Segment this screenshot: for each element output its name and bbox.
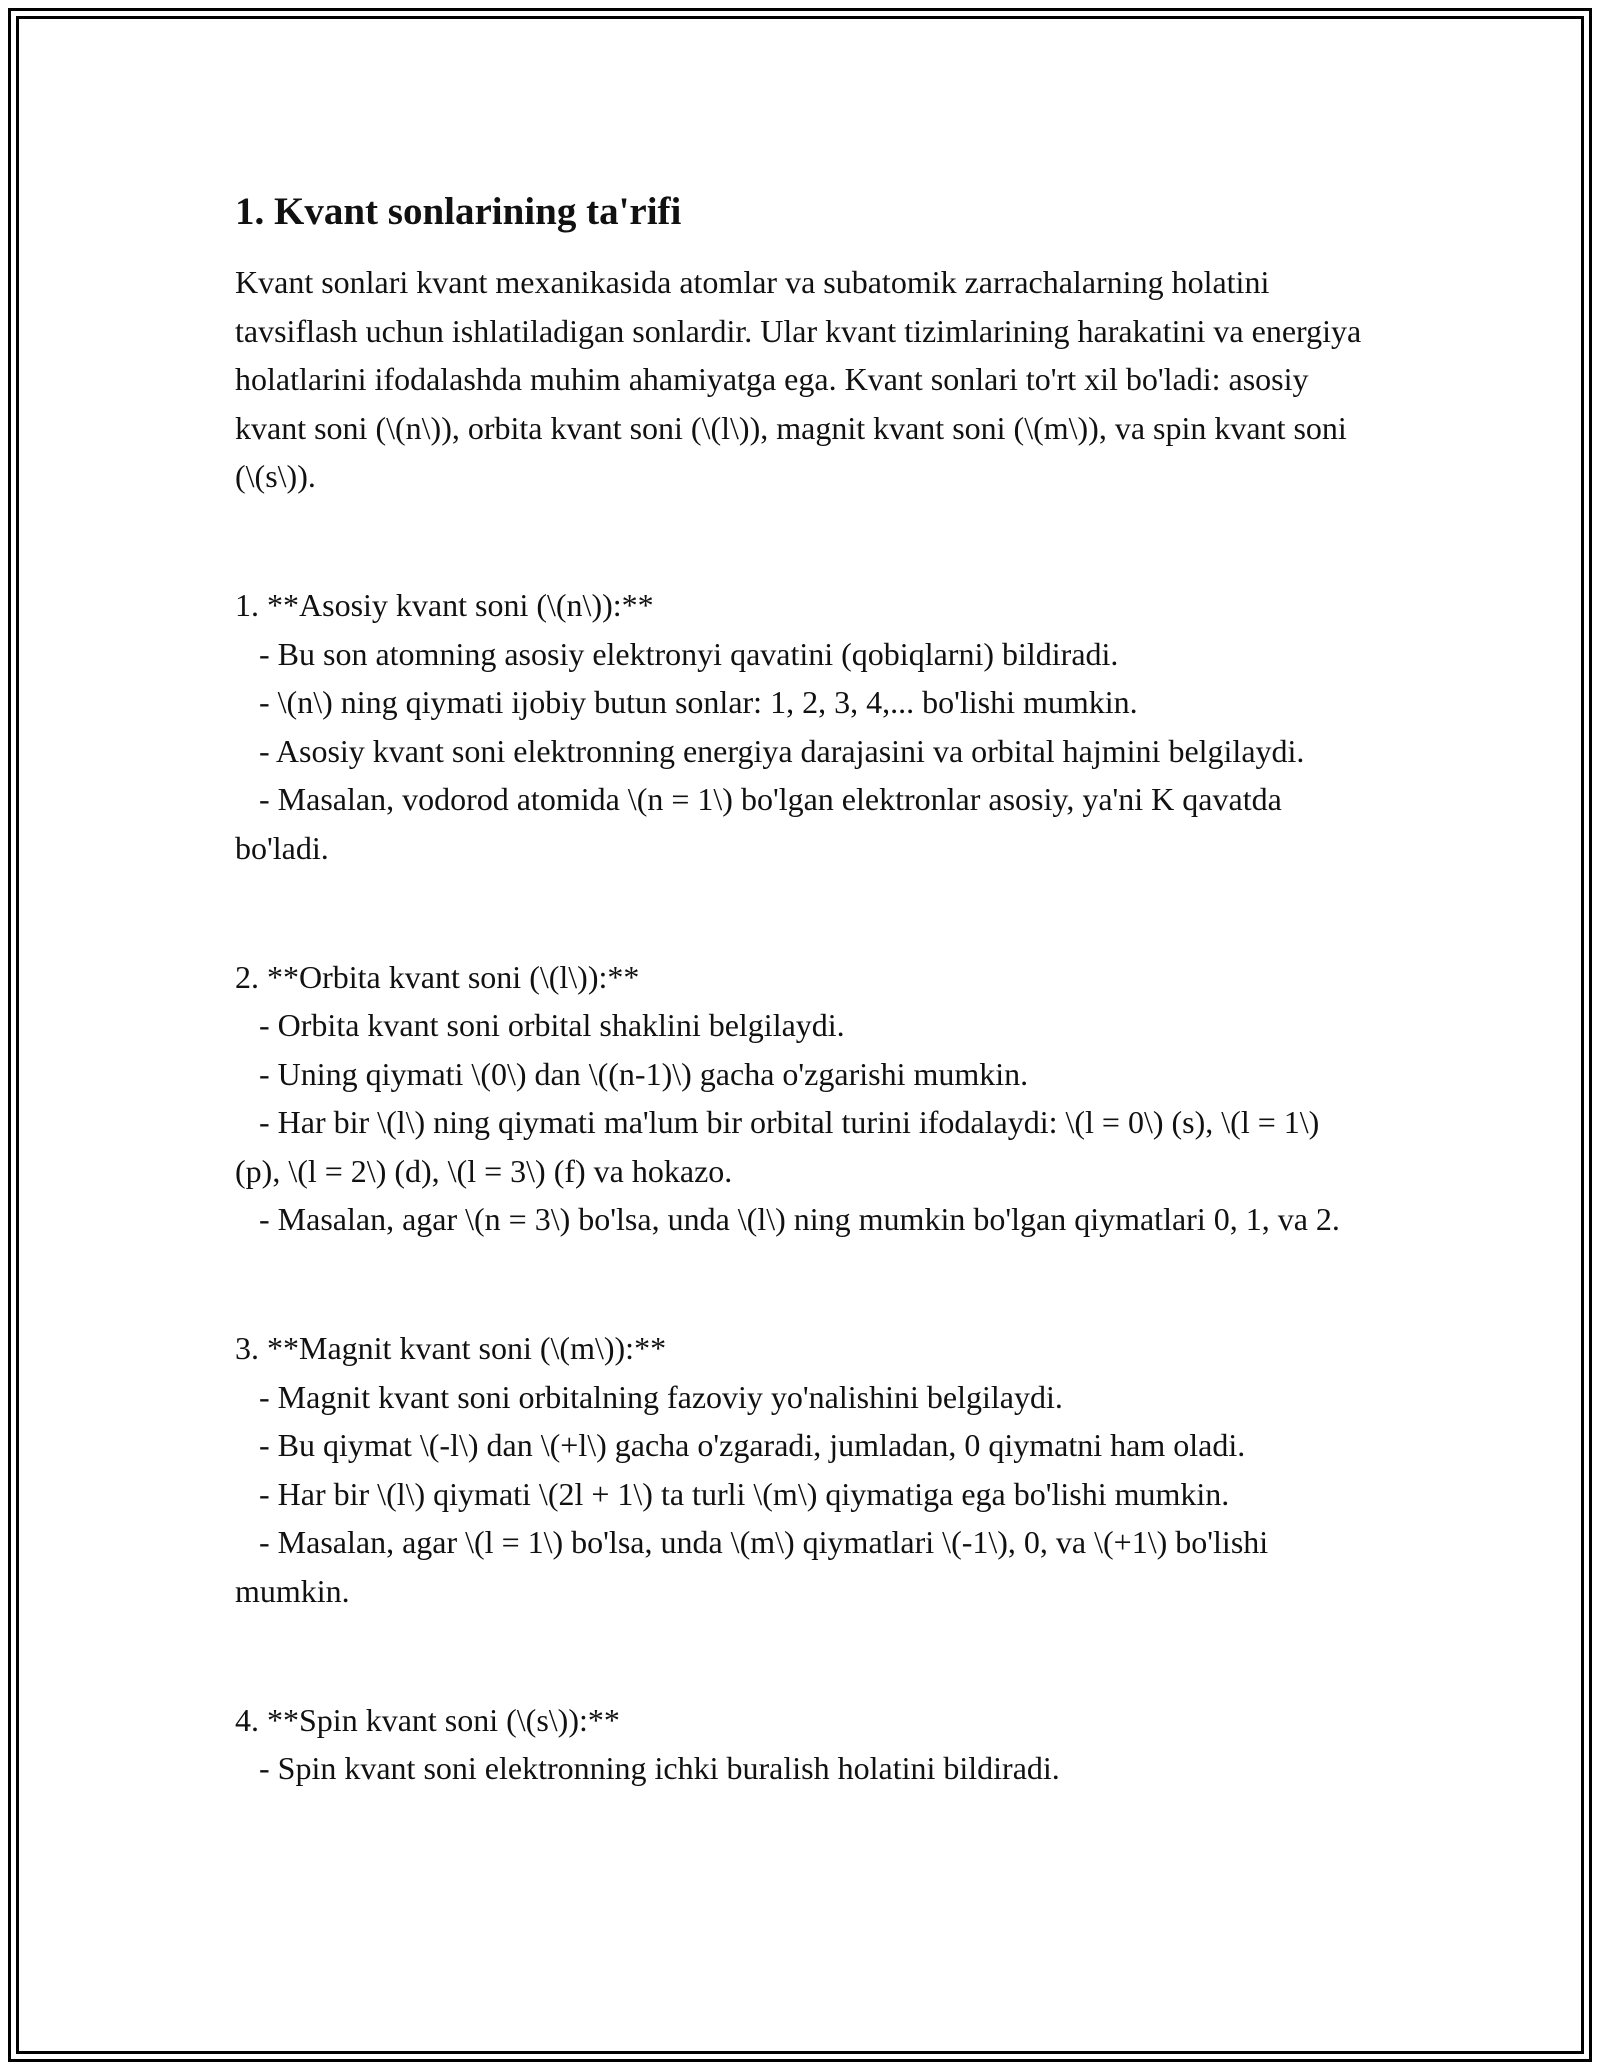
- blank-line: [235, 517, 1365, 566]
- text-paragraph: - Bu son atomning asosiy elektronyi qavatini (qobiqlarni) bildiradi.: [235, 635, 1119, 672]
- paragraph-list: [235, 258, 1370, 1793]
- text-paragraph: 4. **Spin kvant soni (\(s\)):**: [235, 1701, 620, 1738]
- text-paragraph: - Spin kvant soni elektronning ichki buralish holatini bildiradi.: [235, 1750, 1060, 1786]
- text-paragraph: - Magnit kvant soni orbitalning fazoviy yo'nalishini belgilaydi.: [235, 1378, 1063, 1415]
- text-paragraph: - Masalan, agar \(n = 3\) bo'lsa, unda \(l\) ning mumkin bo'lgan qiymatlari 0, 1, va 2.: [235, 1201, 1340, 1237]
- text-paragraph: Kvant sonlari kvant mexanikasida atomlar va subatomik zarrachalarning holatini tavsiflash uchun ishlatiladigan sonlardir. Ular kvant tizimlarining harakatini va energiya holatlarini ifodalashda muhim ahamiyatga ega. Kvant sonlari to'rt xil bo'ladi: asosiy kvant soni (\(n\)), orbita kvant soni (\(l\)), magnit kvant soni (\(m\)), va spin kvant soni (\(s\)).: [235, 264, 1370, 494]
- section-heading: 1. Kvant sonlarining ta'rifi: [235, 190, 682, 233]
- text-paragraph: - \(n\) ning qiymati ijobiy butun sonlar: 1, 2, 3, 4,... bo'lishi mumkin.: [235, 684, 1138, 720]
- text-paragraph: - Har bir \(l\) qiymati \(2l + 1\) ta turli \(m\) qiymatiga ega bo'lishi mumkin.: [235, 1475, 1230, 1512]
- text-paragraph: - Masalan, vodorod atomida \(n = 1\) bo'lgan elektronlar asosiy, ya'ni K qavatda bo'ladi.: [235, 781, 1290, 866]
- text-paragraph: - Orbita kvant soni orbital shaklini belgilaydi.: [235, 1007, 845, 1043]
- document-body: [235, 186, 1370, 1793]
- text-paragraph: 3. **Magnit kvant soni (\(m\)):**: [235, 1330, 667, 1366]
- text-paragraph: - Bu qiymat \(-l\) dan \(+l\) gacha o'zgaradi, jumladan, 0 qiymatni ham oladi.: [235, 1427, 1246, 1463]
- text-paragraph: - Uning qiymati \(0\) dan \((n-1)\) gacha o'zgarishi mumkin.: [235, 1055, 1029, 1092]
- text-paragraph: 1. **Asosiy kvant soni (\(n\)):**: [235, 587, 654, 623]
- blank-line: [235, 1260, 1365, 1309]
- text-paragraph: 2. **Orbita kvant soni (\(l\)):**: [235, 958, 640, 995]
- text-paragraph: - Har bir \(l\) ning qiymati ma'lum bir orbital turini ifodalaydi: \(l = 0\) (s), \(l = 1\) (p), \(l = 2\) (d), \(l = 3\) (f) va hokazo.: [235, 1104, 1328, 1189]
- blank-line: [235, 1631, 1365, 1680]
- text-paragraph: - Asosiy kvant soni elektronning energiya darajasini va orbital hajmini belgilaydi.: [235, 732, 1305, 769]
- text-paragraph: - Masalan, agar \(l = 1\) bo'lsa, unda \(m\) qiymatlari \(-1\), 0, va \(+1\) bo'lishi mumkin.: [235, 1524, 1277, 1609]
- blank-line: [235, 888, 1365, 937]
